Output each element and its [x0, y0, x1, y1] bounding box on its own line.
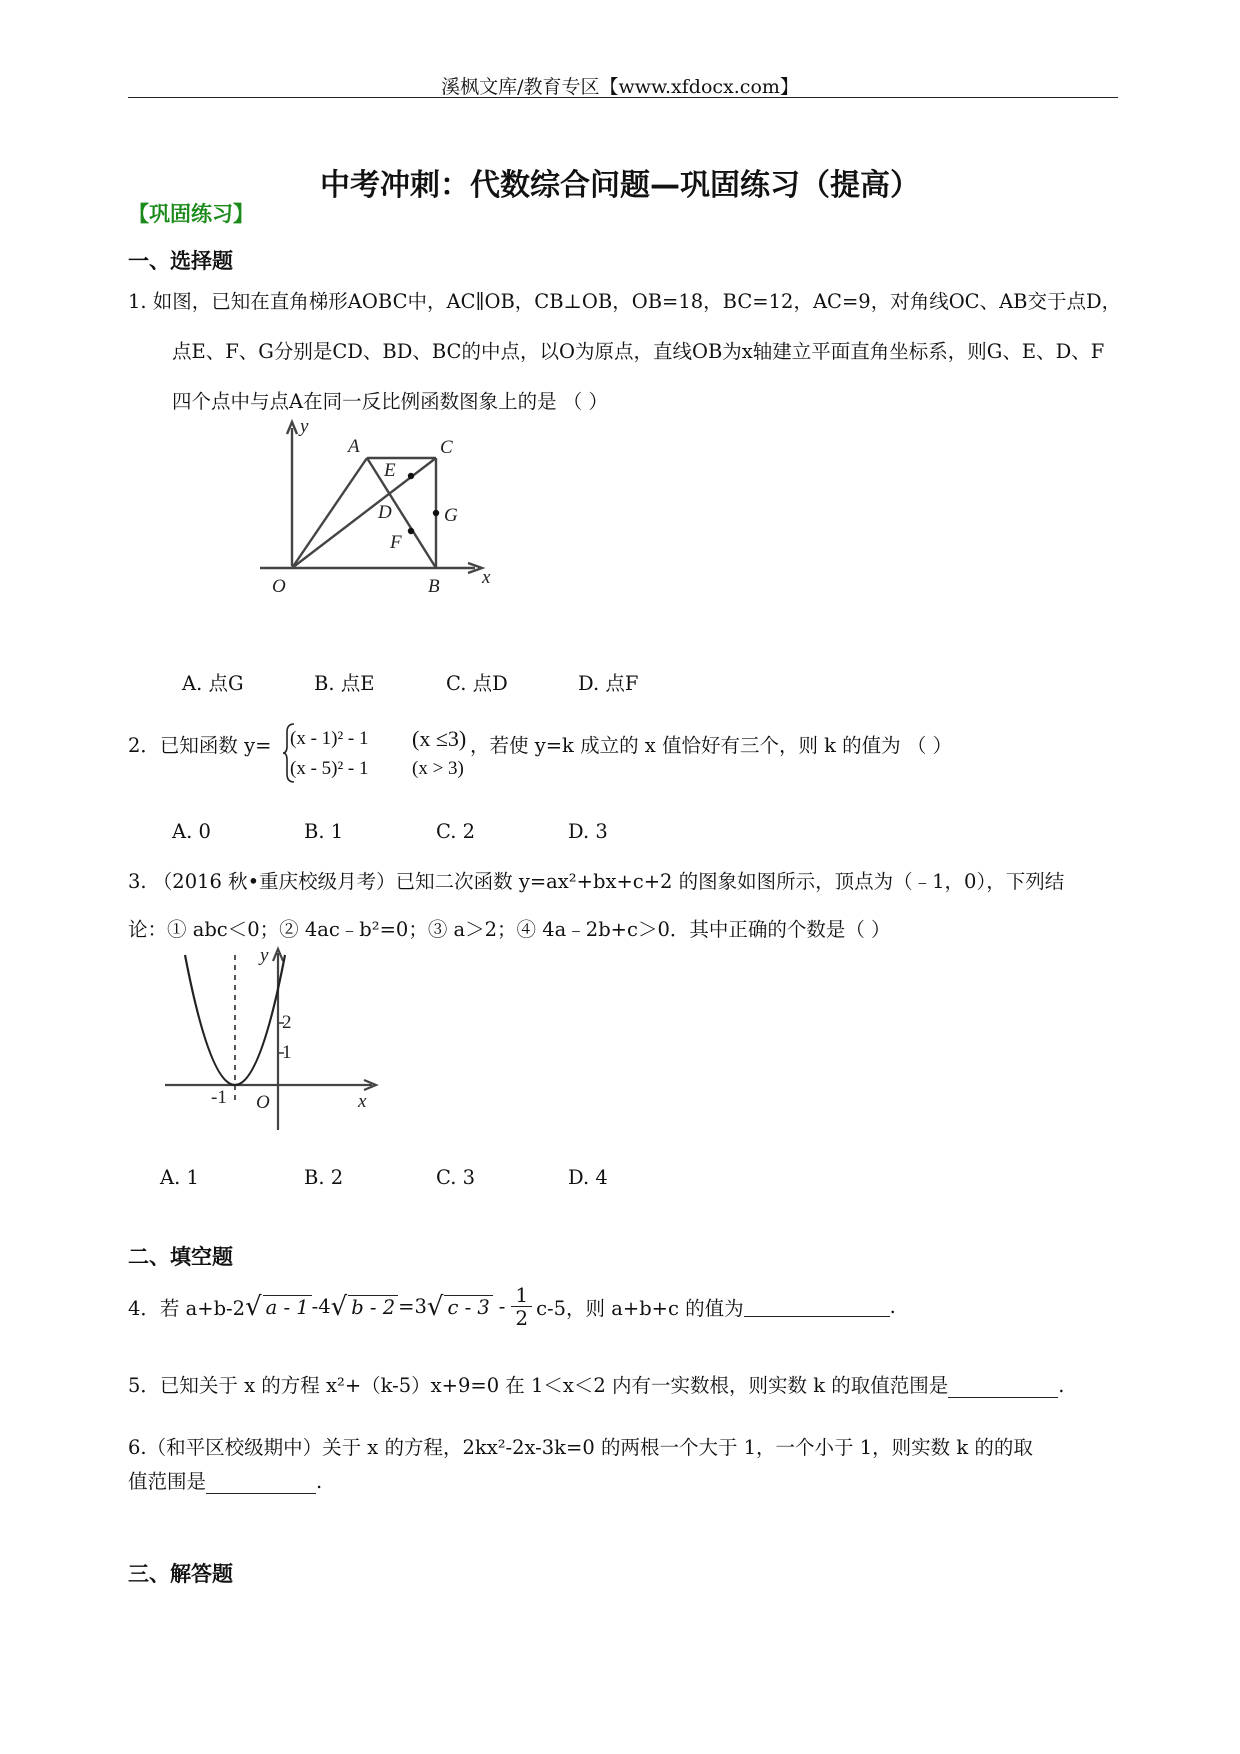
q5-text: 5．已知关于 x 的方程 x²+（k-5）x+9=0 在 1＜x＜2 内有一实数根，则实数 k 的取值范围是 — [128, 1374, 949, 1397]
q4-radical-sign-3: √ — [426, 1291, 444, 1322]
q2-case-1-cond: (x ≤3) — [412, 726, 467, 751]
q4-radicand-2: b - 2 — [348, 1295, 398, 1319]
q4-radicand-3: c - 3 — [444, 1295, 492, 1319]
q1-label-f: F — [390, 532, 402, 553]
q4-frac-numerator: 1 — [511, 1284, 532, 1307]
q4-prefix: 4．若 a+b-2 — [128, 1296, 246, 1320]
q3-option-b: B. 2 — [304, 1166, 344, 1189]
q4-line — [128, 1284, 896, 1329]
q4-mid-3: - — [498, 1295, 506, 1318]
q6-answer-blank[interactable] — [206, 1473, 316, 1494]
q2-option-c: C. 2 — [436, 820, 476, 843]
q3-label-o: O — [256, 1092, 270, 1113]
q3-option-d: D. 4 — [568, 1166, 608, 1189]
q4-radicand-1: a - 1 — [263, 1295, 312, 1319]
q1-label-c: C — [440, 437, 453, 458]
q3-option-a: A. 1 — [160, 1166, 199, 1189]
q1-label-o: O — [272, 576, 286, 597]
q3-figure-parabola — [160, 945, 390, 1135]
q4-mid-2: =3 — [398, 1295, 427, 1318]
q2-case-1-expr: (x - 1)² - 1 — [290, 728, 369, 749]
q3-label-y: y — [260, 945, 269, 966]
q4-answer-blank[interactable] — [744, 1296, 890, 1317]
q1-label-d: D — [378, 502, 392, 523]
q1-line-2: 点E、F、G分别是CD、BD、BC的中点，以O为原点，直线OB为x轴建立平面直角坐标系，则G、E、D、F — [172, 340, 1105, 363]
q4-end: . — [889, 1295, 896, 1318]
q3-label-2: 2 — [282, 1012, 292, 1033]
q4-radical-sign-1: √ — [245, 1291, 262, 1322]
q1-label-b: B — [428, 576, 440, 597]
q1-point-e — [408, 473, 414, 479]
q1-label-a: A — [348, 436, 360, 457]
q4-mid-1: -4 — [311, 1295, 331, 1318]
q5-end: . — [1058, 1374, 1065, 1397]
q1-option-b: B. 点E — [314, 672, 375, 695]
q6-end: . — [316, 1470, 323, 1493]
q5-answer-blank[interactable] — [948, 1377, 1058, 1398]
q1-label-y: y — [300, 418, 309, 437]
q1-segment-oa — [292, 458, 367, 568]
q3-label-x: x — [358, 1091, 367, 1112]
q1-option-a: A. 点G — [182, 672, 244, 695]
q2-case-2-cond: (x > 3) — [412, 758, 464, 779]
q1-label-e: E — [384, 460, 396, 481]
q3-label-1: 1 — [282, 1042, 292, 1063]
q6-line-2-text: 值范围是 — [128, 1470, 207, 1493]
q4-frac-denominator: 2 — [515, 1306, 529, 1330]
q1-line-3: 四个点中与点A在同一反比例函数图象上的是 （ ） — [172, 390, 608, 413]
header-divider — [128, 97, 1118, 98]
q2-case-2-expr: (x - 5)² - 1 — [290, 758, 369, 779]
q4-fraction-half — [511, 1284, 532, 1329]
q5-line — [128, 1370, 1064, 1398]
q1-diagonal-oc — [292, 458, 436, 568]
page-title: 中考冲刺：代数综合问题—巩固练习（提高） — [320, 168, 920, 203]
q6-line-1: 6.（和平区校级期中）关于 x 的方程，2kx²-2x-3k=0 的两根一个大于 1，一个小于 1，则实数 k 的的取 — [128, 1436, 1033, 1459]
q2-suffix: ，若使 y=k 成立的 x 值恰好有三个，则 k 的值为 （ ） — [470, 734, 953, 757]
q4-radical-sign-2: √ — [330, 1291, 348, 1322]
section-heading-choice: 一、选择题 — [128, 249, 233, 273]
q1-point-g — [433, 510, 439, 516]
q2-option-d: D. 3 — [568, 820, 608, 843]
q1-point-f — [408, 528, 414, 534]
page-header: 溪枫文库/教育专区【www.xfdocx.com】 — [441, 76, 799, 98]
q2-option-a: A. 0 — [172, 820, 211, 843]
q1-line-1: 1. 如图，已知在直角梯形AOBC中，AC∥OB，CB⊥OB，OB=18，BC=12，AC=9，对角线OC、AB交于点D， — [128, 290, 1122, 313]
q6-line-2 — [128, 1466, 322, 1494]
q2-option-b: B. 1 — [304, 820, 344, 843]
q1-option-c: C. 点D — [446, 672, 508, 695]
q1-figure-trapezoid — [260, 418, 530, 618]
q2-prefix: 2．已知函数 y= — [128, 734, 272, 757]
q3-label-minus-1: -1 — [211, 1087, 227, 1108]
q4-suffix: c-5，则 a+b+c 的值为 — [536, 1296, 744, 1320]
q1-option-d: D. 点F — [578, 672, 639, 695]
section-heading-solve: 三、解答题 — [128, 1562, 233, 1586]
section-heading-fill: 二、填空题 — [128, 1245, 233, 1269]
q3-line-1: 3. （2016 秋•重庆校级月考）已知二次函数 y=ax²+bx+c+2 的图象如图所示，顶点为（﹣1，0），下列结 — [128, 870, 1065, 893]
q1-label-g: G — [444, 505, 458, 526]
q3-line-2: 论：① abc＜0；② 4ac﹣b²=0；③ a＞2；④ 4a﹣2b+c＞0．其中正确的个数是（ ） — [128, 918, 891, 941]
section-tag: 【巩固练习】 — [128, 202, 254, 226]
q1-label-x: x — [482, 567, 491, 588]
q3-option-c: C. 3 — [436, 1166, 476, 1189]
